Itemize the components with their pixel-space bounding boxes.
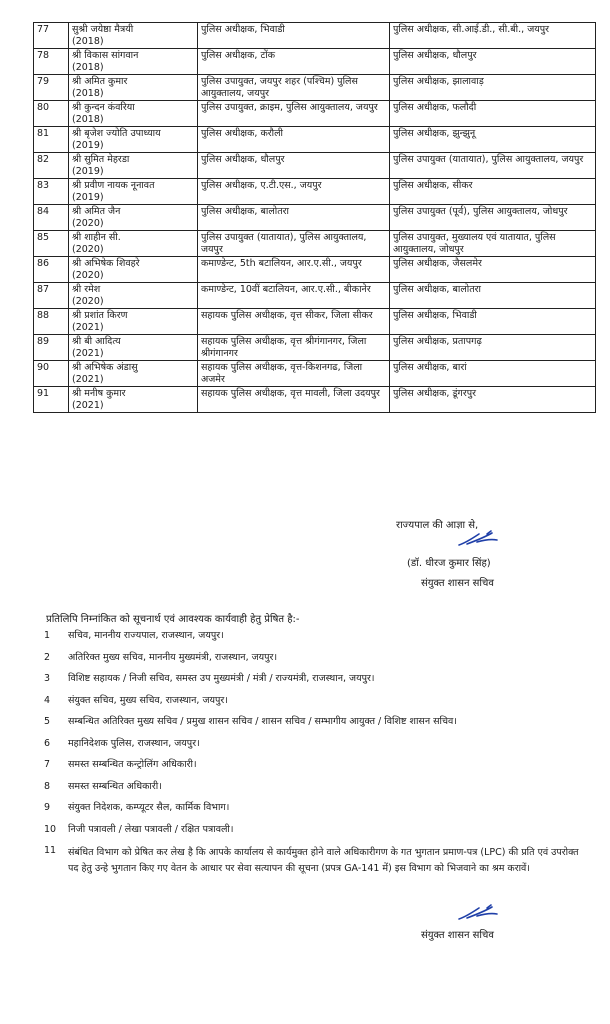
list-item bbox=[44, 652, 589, 674]
batch-year: (2018) bbox=[72, 87, 104, 99]
new-posting-cell: पुलिस अधीक्षक, प्रतापगढ़ bbox=[390, 335, 596, 361]
table-row bbox=[34, 387, 596, 413]
new-posting-cell: पुलिस अधीक्षक, सी.आई.डी., सी.बी., जयपुर bbox=[390, 23, 596, 49]
serial-number-cell: 82 bbox=[34, 153, 69, 179]
current-posting-cell: पुलिस अधीक्षक, ए.टी.एस., जयपुर bbox=[198, 179, 390, 205]
list-item bbox=[44, 716, 589, 738]
current-posting-cell: सहायक पुलिस अधीक्षक, वृत्त मावली, जिला उदयपुर bbox=[198, 387, 390, 413]
list-item bbox=[44, 738, 589, 760]
current-posting-cell: कमाण्डेन्ट, 10वीं बटालियन, आर.ए.सी., बीकानेर bbox=[198, 283, 390, 309]
table-row bbox=[34, 49, 596, 75]
table-row bbox=[34, 179, 596, 205]
batch-year: (2020) bbox=[72, 243, 104, 255]
current-posting-cell: पुलिस उपायुक्त (यातायात), पुलिस आयुक्तालय, जयपुर bbox=[198, 231, 390, 257]
new-posting-cell: पुलिस अधीक्षक, धौलपुर bbox=[390, 49, 596, 75]
new-posting-cell: पुलिस अधीक्षक, फलौदी bbox=[390, 101, 596, 127]
table-row bbox=[34, 335, 596, 361]
officer-name-cell bbox=[69, 153, 198, 179]
list-item-text: महानिदेशक पुलिस, राजस्थान, जयपुर। bbox=[68, 737, 200, 749]
new-posting-cell: पुलिस अधीक्षक, झालावाड़ bbox=[390, 75, 596, 101]
officer-name-cell bbox=[69, 231, 198, 257]
list-item-number: 3 bbox=[44, 673, 51, 684]
new-posting-cell: पुलिस अधीक्षक, भिवाडी bbox=[390, 309, 596, 335]
signature bbox=[457, 528, 501, 550]
copy-intro: प्रतिलिपि निम्नांकित को सूचनार्थ एवं आवश्यक कार्यवाही हेतु प्रेषित है:- bbox=[46, 614, 300, 625]
batch-year: (2021) bbox=[72, 399, 104, 411]
new-posting-cell: पुलिस अधीक्षक, सीकर bbox=[390, 179, 596, 205]
officer-name: श्री मनीष कुमार bbox=[72, 388, 126, 399]
list-item-number: 10 bbox=[44, 823, 57, 835]
officer-name: श्री रमेश bbox=[72, 284, 101, 295]
officer-name-cell bbox=[69, 23, 198, 49]
current-posting-cell: सहायक पुलिस अधीक्षक, वृत्त श्रीगंगानगर, जिला श्रीगंगानगर bbox=[198, 335, 390, 361]
officer-name-cell bbox=[69, 205, 198, 231]
list-item bbox=[44, 630, 589, 652]
batch-year: (2020) bbox=[72, 269, 104, 281]
officer-name-cell bbox=[69, 49, 198, 75]
batch-year: (2018) bbox=[72, 35, 104, 47]
officer-name: श्री अमित कुमार bbox=[72, 76, 128, 87]
table-row bbox=[34, 205, 596, 231]
list-item-number: 1 bbox=[44, 630, 51, 641]
officer-name: श्री प्रवीण नायक नूनावत bbox=[72, 180, 155, 191]
list-item-text: संबंधित विभाग को प्रेषित कर लेख है कि आपके कार्यालय से कार्यमुक्त होने वाले अधिकारीगण के गत भुगतान प्रमाण-पत्र (LPC) की प्रति एवं उपरोक्त पद हेतु उन्हे भुगतान किए गए वेतन के आधार पर सेवा सत्यापन की सूचना (प्रपत्र GA-141 में) इस विभाग को भिजवाने का श्रम करावें। bbox=[68, 847, 579, 874]
copy-list bbox=[44, 630, 589, 905]
serial-number-cell: 89 bbox=[34, 335, 69, 361]
copy-designation: संयुक्त शासन सचिव bbox=[421, 930, 494, 941]
list-item-text: सम्बन्धित अतिरिक्त मुख्य सचिव / प्रमुख शासन सचिव / शासन सचिव / सम्भागीय आयुक्त / विशिष्ट शासन सचिव। bbox=[68, 716, 457, 727]
batch-year: (2021) bbox=[72, 373, 104, 385]
list-item bbox=[44, 781, 589, 803]
serial-number-cell: 91 bbox=[34, 387, 69, 413]
current-posting-cell: कमाण्डेन्ट, 5th बटालियन, आर.ए.सी., जयपुर bbox=[198, 257, 390, 283]
officer-name-cell bbox=[69, 335, 198, 361]
serial-number-cell: 79 bbox=[34, 75, 69, 101]
table-row bbox=[34, 23, 596, 49]
batch-year: (2020) bbox=[72, 217, 104, 229]
serial-number-cell: 83 bbox=[34, 179, 69, 205]
list-item bbox=[44, 759, 589, 781]
officer-name: श्री बी आदित्य bbox=[72, 336, 121, 347]
current-posting-cell: सहायक पुलिस अधीक्षक, वृत्त-किशनगढ, जिला अजमेर bbox=[198, 361, 390, 387]
transfer-table bbox=[33, 22, 596, 413]
list-item-text: अतिरिक्त मुख्य सचिव, माननीय मुख्यमंत्री, राजस्थान, जयपुर। bbox=[68, 651, 278, 663]
list-item bbox=[44, 802, 589, 824]
officer-name-cell bbox=[69, 75, 198, 101]
officer-name: श्री अभिषेक अंडासु bbox=[72, 362, 138, 373]
serial-number-cell: 90 bbox=[34, 361, 69, 387]
serial-number-cell: 78 bbox=[34, 49, 69, 75]
current-posting-cell: पुलिस अधीक्षक, बालोतरा bbox=[198, 205, 390, 231]
list-item-text: संयुक्त सचिव, मुख्य सचिव, राजस्थान, जयपुर। bbox=[68, 694, 228, 706]
officer-name: श्री सुमित मेहरडा bbox=[72, 154, 130, 165]
serial-number-cell: 85 bbox=[34, 231, 69, 257]
serial-number-cell: 87 bbox=[34, 283, 69, 309]
table-row bbox=[34, 257, 596, 283]
new-posting-cell: पुलिस उपायुक्त (यातायात), पुलिस आयुक्तालय, जयपुर bbox=[390, 153, 596, 179]
officer-name: श्री कुन्दन कंवरिया bbox=[72, 102, 135, 113]
list-item-text: सचिव, माननीय राज्यपाल, राजस्थान, जयपुर। bbox=[68, 630, 224, 641]
list-item-text: समस्त सम्बन्धित कन्ट्रोलिंग अधिकारी। bbox=[68, 759, 197, 770]
new-posting-cell: पुलिस उपायुक्त, मुख्यालय एवं यातायात, पुलिस आयुक्तालय, जोधपुर bbox=[390, 231, 596, 257]
table-row bbox=[34, 309, 596, 335]
list-item bbox=[44, 824, 589, 846]
batch-year: (2019) bbox=[72, 165, 104, 177]
current-posting-cell: पुलिस अधीक्षक, टोंक bbox=[198, 49, 390, 75]
officer-name-cell bbox=[69, 257, 198, 283]
current-posting-cell: पुलिस उपायुक्त, जयपुर शहर (पश्चिम) पुलिस आयुक्तालय, जयपुर bbox=[198, 75, 390, 101]
batch-year: (2020) bbox=[72, 295, 104, 307]
batch-year: (2019) bbox=[72, 191, 104, 203]
list-item-text: संयुक्त निदेशक, कम्प्यूटर सैल, कार्मिक विभाग। bbox=[68, 802, 230, 813]
current-posting-cell: पुलिस उपायुक्त, क्राइम, पुलिस आयुक्तालय, जयपुर bbox=[198, 101, 390, 127]
current-posting-cell: पुलिस अधीक्षक, धौलपुर bbox=[198, 153, 390, 179]
new-posting-cell: पुलिस अधीक्षक, बालोतरा bbox=[390, 283, 596, 309]
serial-number-cell: 77 bbox=[34, 23, 69, 49]
table-row bbox=[34, 283, 596, 309]
current-posting-cell: सहायक पुलिस अधीक्षक, वृत्त सीकर, जिला सीकर bbox=[198, 309, 390, 335]
officer-name: श्री अमित जैन bbox=[72, 206, 121, 217]
serial-number-cell: 84 bbox=[34, 205, 69, 231]
officer-name: श्री प्रशांत किरण bbox=[72, 310, 128, 321]
signature bbox=[457, 902, 501, 924]
officer-name-cell bbox=[69, 361, 198, 387]
batch-year: (2018) bbox=[72, 61, 104, 73]
list-item-number: 11 bbox=[44, 845, 57, 856]
new-posting-cell: पुलिस अधीक्षक, जैसलमेर bbox=[390, 257, 596, 283]
list-item-number: 6 bbox=[44, 737, 51, 749]
batch-year: (2021) bbox=[72, 347, 104, 359]
serial-number-cell: 86 bbox=[34, 257, 69, 283]
list-item-number: 5 bbox=[44, 716, 51, 727]
new-posting-cell: पुलिस अधीक्षक, बारां bbox=[390, 361, 596, 387]
officer-name: (डॉ. धीरज कुमार सिंह) bbox=[407, 558, 491, 569]
list-item bbox=[44, 845, 589, 905]
officer-name-cell bbox=[69, 101, 198, 127]
table-row bbox=[34, 153, 596, 179]
current-posting-cell: पुलिस अधीक्षक, भिवाडी bbox=[198, 23, 390, 49]
officer-name: श्री अभिषेक शिवहरे bbox=[72, 258, 140, 269]
list-item-text: विशिष्ट सहायक / निजी सचिव, समस्त उप मुख्यमंत्री / मंत्री / राज्यमंत्री, राजस्थान, जयपुर। bbox=[68, 673, 375, 684]
serial-number-cell: 80 bbox=[34, 101, 69, 127]
serial-number-cell: 81 bbox=[34, 127, 69, 153]
batch-year: (2021) bbox=[72, 321, 104, 333]
list-item bbox=[44, 695, 589, 717]
officer-name: सुश्री जयेष्ठा मैत्रयी bbox=[72, 24, 134, 35]
table-row bbox=[34, 75, 596, 101]
officer-designation: संयुक्त शासन सचिव bbox=[421, 578, 494, 589]
officer-name: श्री बृजेश ज्योति उपाध्याय bbox=[72, 128, 161, 139]
officer-name: श्री विकास सांगवान bbox=[72, 50, 139, 61]
list-item-number: 7 bbox=[44, 759, 51, 770]
new-posting-cell: पुलिस उपायुक्त (पूर्व), पुलिस आयुक्तालय, जोधपुर bbox=[390, 205, 596, 231]
list-item bbox=[44, 673, 589, 695]
current-posting-cell: पुलिस अधीक्षक, करौली bbox=[198, 127, 390, 153]
list-item-number: 8 bbox=[44, 780, 51, 792]
table-row bbox=[34, 101, 596, 127]
batch-year: (2018) bbox=[72, 113, 104, 125]
list-item-number: 9 bbox=[44, 802, 51, 813]
list-item-text: निजी पत्रावली / लेखा पत्रावली / रक्षित पत्रावली। bbox=[68, 823, 234, 835]
list-item-number: 4 bbox=[44, 694, 51, 706]
list-item-text: समस्त सम्बन्धित अधिकारी। bbox=[68, 780, 162, 792]
by-order-text: राज्यपाल की आज्ञा से, bbox=[396, 520, 479, 531]
officer-name-cell bbox=[69, 179, 198, 205]
batch-year: (2019) bbox=[72, 139, 104, 151]
officer-name-cell bbox=[69, 283, 198, 309]
table-row bbox=[34, 361, 596, 387]
list-item-number: 2 bbox=[44, 651, 51, 663]
officer-name-cell bbox=[69, 127, 198, 153]
transfer-table-body bbox=[34, 23, 596, 413]
officer-name-cell bbox=[69, 309, 198, 335]
officer-name: श्री शाहीन सी. bbox=[72, 232, 121, 243]
table-row bbox=[34, 127, 596, 153]
serial-number-cell: 88 bbox=[34, 309, 69, 335]
new-posting-cell: पुलिस अधीक्षक, डूंगरपुर bbox=[390, 387, 596, 413]
officer-name-cell bbox=[69, 387, 198, 413]
new-posting-cell: पुलिस अधीक्षक, झुन्झुनू bbox=[390, 127, 596, 153]
table-row bbox=[34, 231, 596, 257]
